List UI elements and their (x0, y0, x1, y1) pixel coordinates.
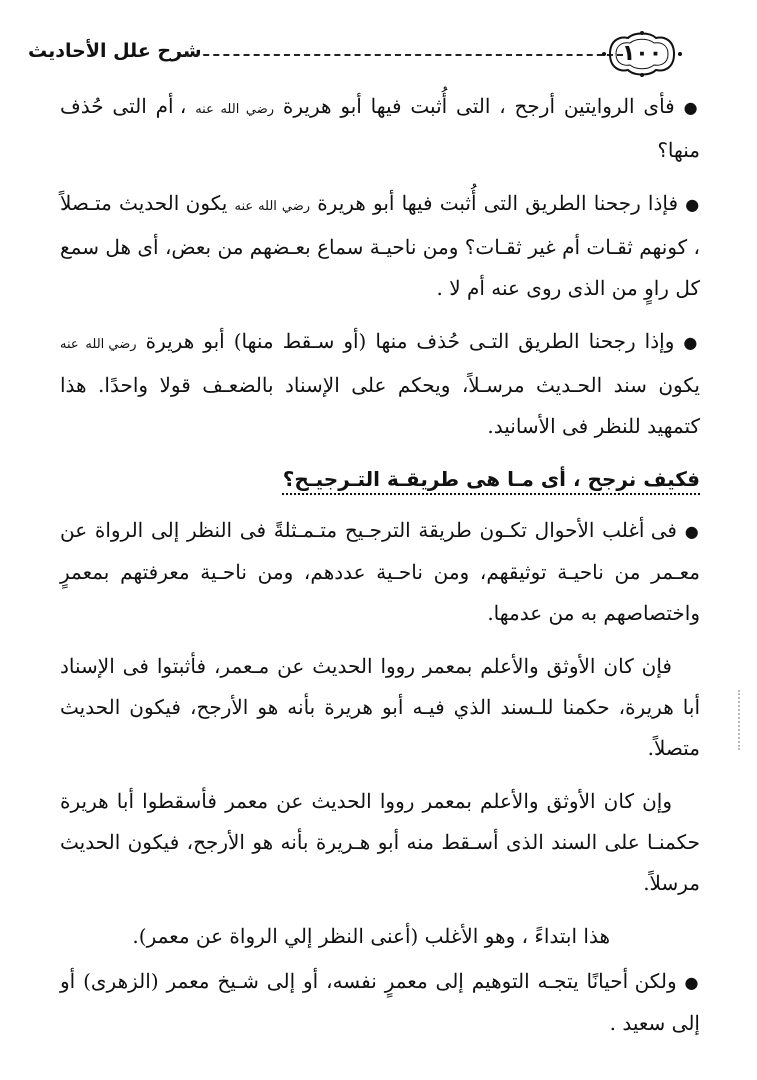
bullet-icon: ● (683, 333, 700, 352)
paragraph-text: فأى الروايتين أرجح ، التى أُثبت فيها أبو هريرة (282, 94, 675, 118)
paragraph (60, 781, 700, 904)
bullet-icon: ● (685, 195, 700, 214)
section-heading: فكيف نرجح ، أى مـا هى طريقـة التـرجيـح؟ (282, 467, 700, 491)
paragraph-text: ولكن أحيانًا يتجـه التوهيم إلى معمرٍ نفسه، أو إلى شـيخ معمر (الزهرى) أو إلى سعيد . (60, 969, 700, 1035)
paragraph-text: هذا ابتداءً ، وهو الأغلب (أعنى النظر إلي الرواة عن معمر). (132, 924, 610, 948)
paragraph-text: يكون سند الحـديث مرسـلاً، ويحكم على الإسناد بالضعـف قولا واحدًا. هذا كتمهيد للنظر فى الأسانيد. (60, 373, 700, 438)
paragraph-text: وإن كان الأوثق والأعلم بمعمر رووا الحديث عن معمر فأسقطوا أبا هريرة حكمنـا على السند الذى أسـقط منه أبو هـريرة بأنه هو الأرجح، فيكون الحديث مرسلاً. (60, 789, 700, 895)
paragraph (60, 646, 700, 769)
page-number-ornament (596, 30, 688, 78)
paragraph-text: ، أم التى حُذف منها؟ (60, 94, 700, 162)
page-body (60, 86, 700, 1056)
paragraph (60, 321, 700, 447)
bullet-icon: ● (684, 522, 700, 541)
paragraph (60, 916, 700, 957)
scan-margin-marks (738, 690, 750, 750)
header-divider (183, 54, 623, 56)
honorific-glyph: رضي الله عنه (195, 102, 275, 117)
page-header (28, 30, 728, 80)
paragraph-text: فإذا رجحنا الطريق التى أُثبت فيها أبو هريرة (317, 191, 679, 215)
paragraph (60, 183, 700, 309)
paragraph-text: فى أغلب الأحوال تكـون طريقة الترجـيح متـمـثلةً فى النظر إلى الرواة عن معـمر من ناحيـة توثيقهم، ومن ناحـية عددهم، ومن ناحـية معرفتهم بمعمرٍ واختصاصهم به من عدمها. (60, 518, 700, 625)
honorific-glyph: رضي الله عنه (234, 199, 311, 214)
running-title: شرح علل الأحاديث (28, 40, 202, 62)
paragraph (60, 86, 700, 171)
paragraph-text: وإذا رجحنا الطريق التـى حُذف منها (أو سـقط منها) أبو هريرة (145, 329, 675, 353)
page-number: ١٠٠ (621, 41, 663, 66)
paragraph (60, 510, 700, 634)
bullet-icon: ● (683, 98, 701, 117)
paragraph-text: يكون الحديث متـصلاً ، كونهم ثقـات أم غير ثقـات؟ ومن ناحيـة سماع بعـضهم من بعض، أى هل سمع كل راوٍ من الذى روى عنه أم لا . (60, 191, 700, 300)
bullet-icon: ● (684, 973, 700, 992)
paragraph-text: فإن كان الأوثق والأعلم بمعمر رووا الحديث عن مـعمر، فأثبتوا فى الإسناد أبا هريرة، حكمنا للـسند الذي فيـه أبو هريرة بأنه هو الأرجح، فيكون الحديث متصلاً. (60, 654, 700, 760)
honorific-glyph: رضي الله عنه (60, 337, 137, 352)
paragraph (60, 961, 700, 1044)
